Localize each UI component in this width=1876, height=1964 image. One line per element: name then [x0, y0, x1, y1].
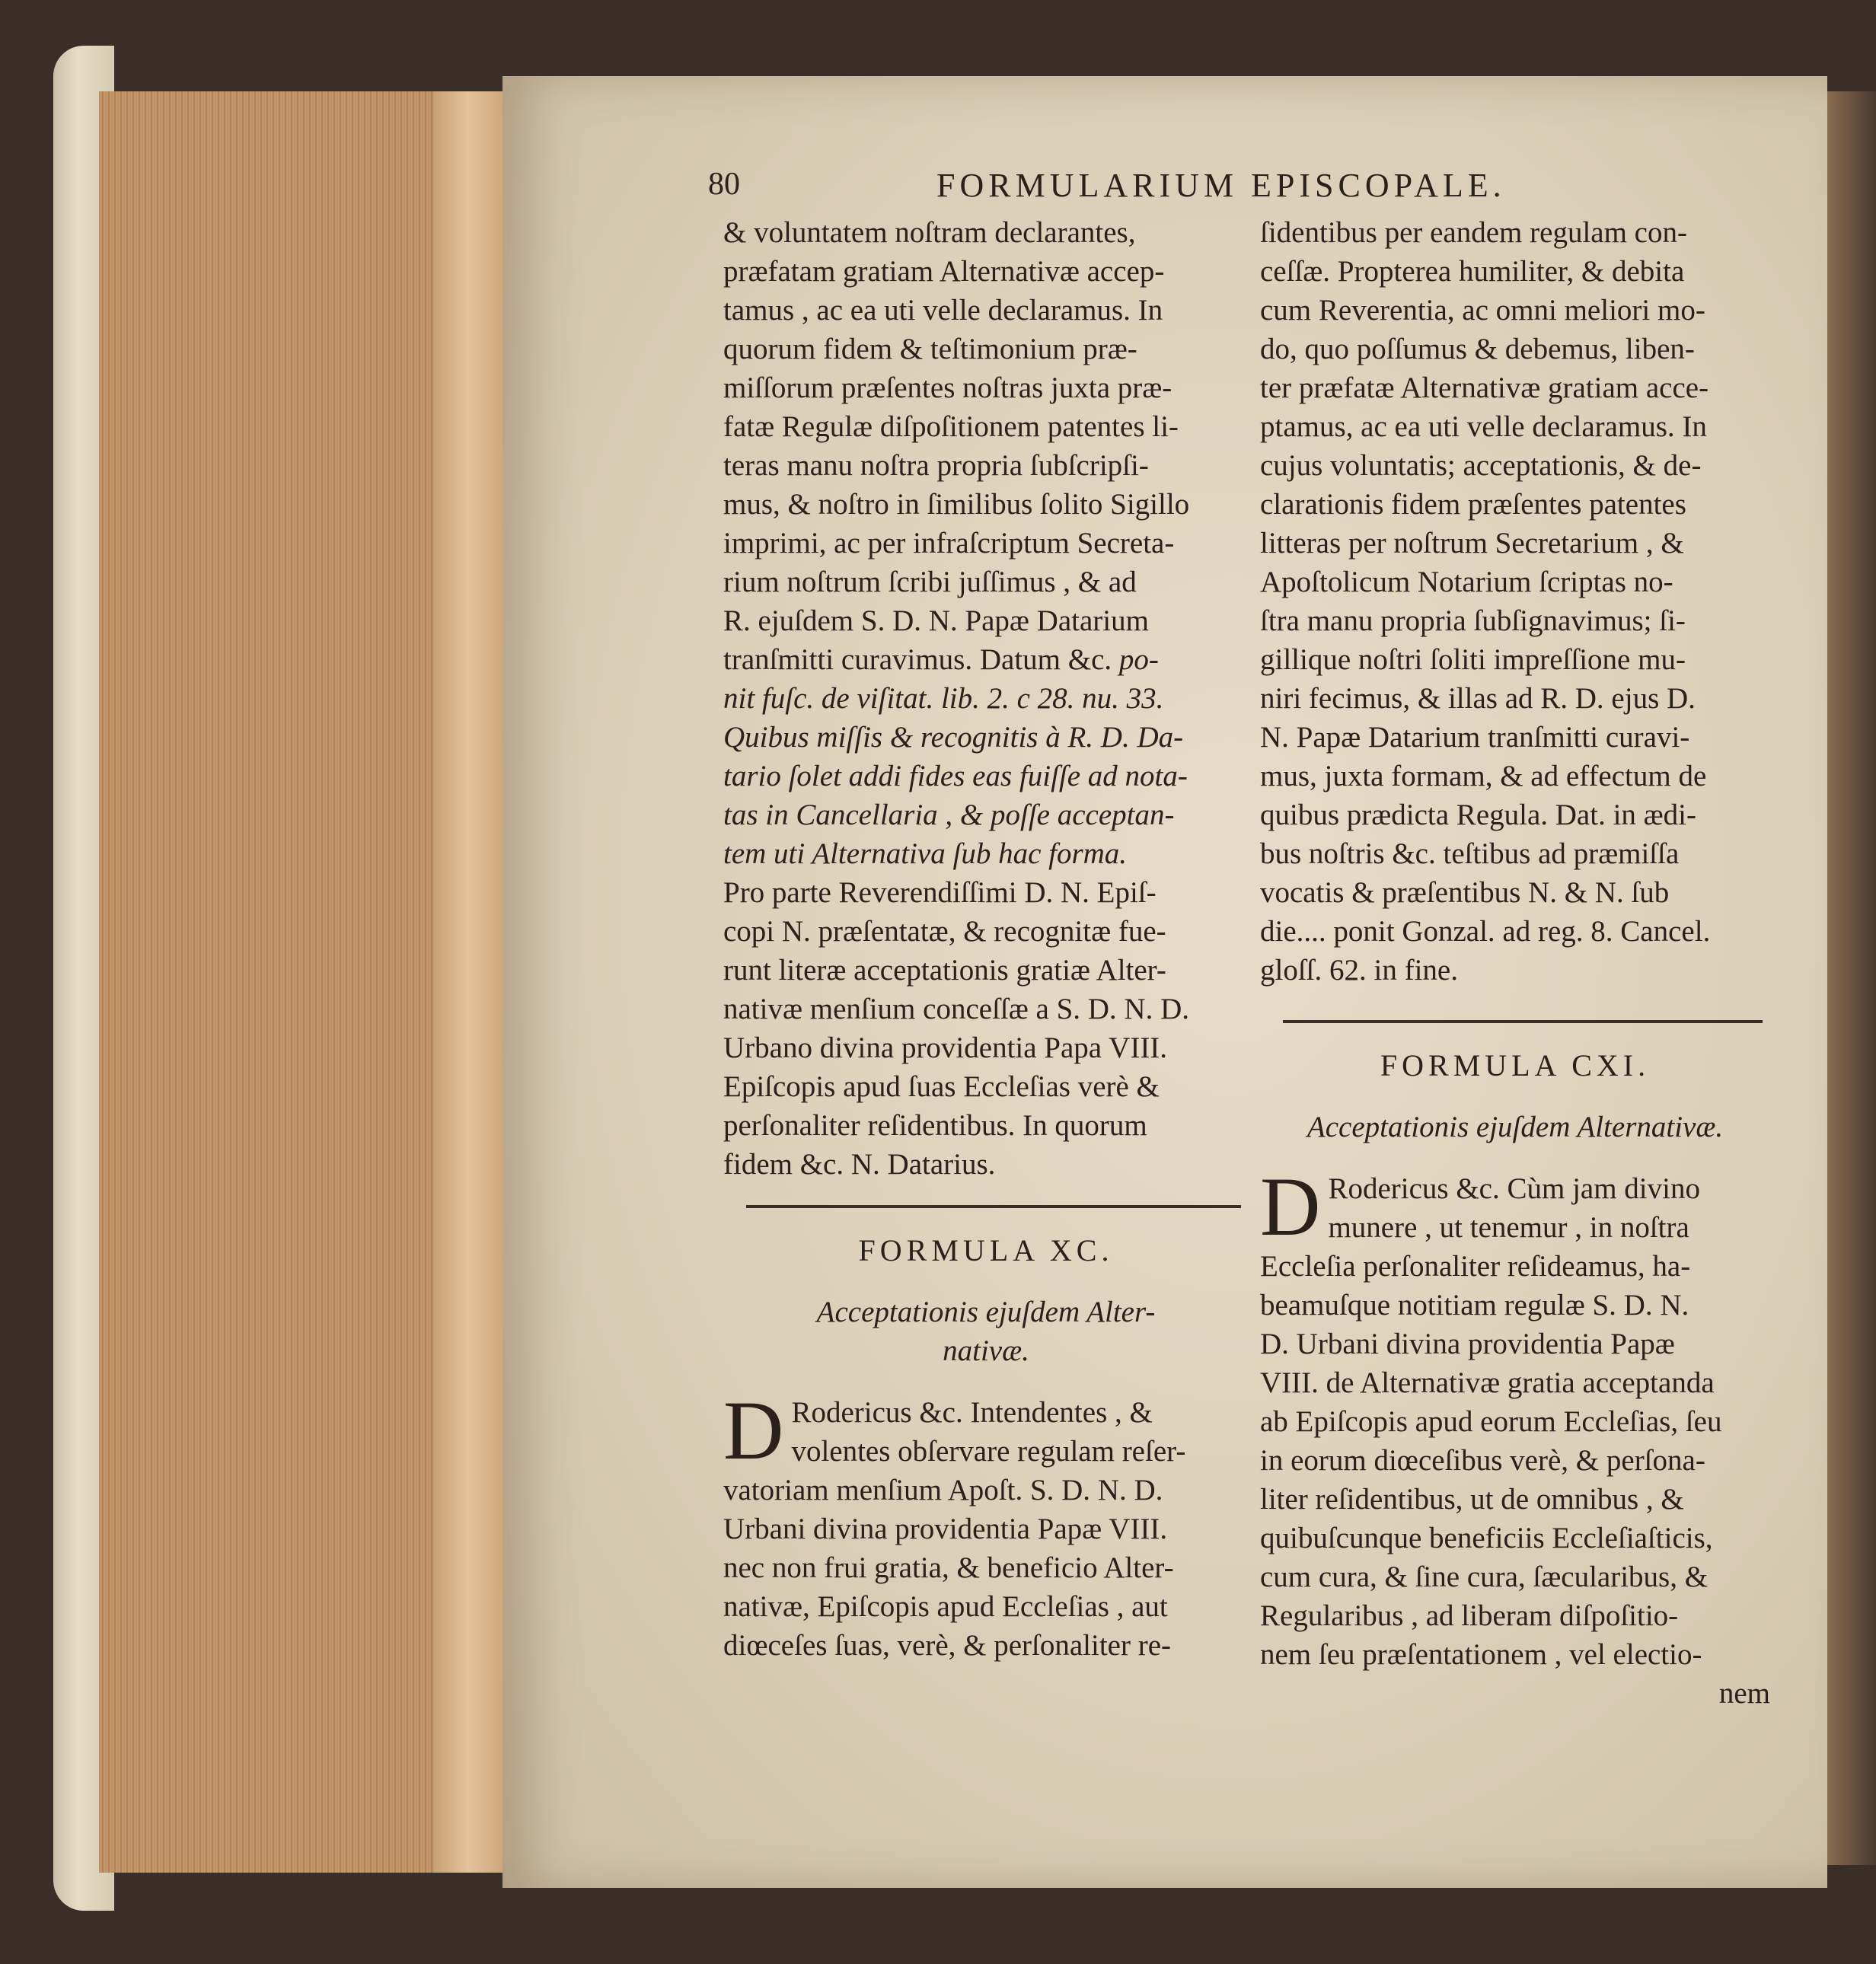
formula-subtitle: Acceptationis ejuſdem Alternativæ.	[1306, 1111, 1724, 1143]
section-divider	[746, 1205, 1241, 1208]
text-line: cum Reverentia, ac omni meliori mo-	[1260, 294, 1705, 327]
text-line: & voluntatem noſtram declarantes,	[723, 216, 1136, 249]
text-line: teras manu noſtra propria ſubſcripſi-	[723, 449, 1149, 482]
text-line: perſonaliter reſidentibus. In quorum	[723, 1109, 1147, 1142]
text-line: fidem &c. N. Datarius.	[723, 1148, 996, 1181]
text-line: Regularibus , ad liberam diſpoſitio-	[1260, 1599, 1679, 1632]
text-line: gillique noſtri ſoliti impreſſione mu-	[1260, 643, 1686, 676]
text-line: D. Urbani divina providentia Papæ	[1260, 1328, 1675, 1360]
text-line: ſtra manu propria ſubſignavimus; ſi-	[1260, 604, 1686, 637]
text-line: VIII. de Alternativæ gratia acceptanda	[1260, 1366, 1715, 1399]
text-line: tamus , ac ea uti velle declaramus. In	[723, 294, 1163, 327]
text-line-italic: tem uti Alternativa ſub hac forma.	[723, 837, 1128, 870]
text-line: N. Papæ Datarium tranſmitti curavi-	[1260, 721, 1690, 754]
text-line: quorum fidem & teſtimonium præ-	[723, 333, 1137, 365]
formula-paragraph	[1260, 1160, 1770, 1713]
text-line: in eorum diœceſibus verè, & perſona-	[1260, 1444, 1705, 1477]
page-header	[708, 166, 1584, 212]
facing-page-edge	[1827, 91, 1876, 1865]
text-line: niri fecimus, & illas ad R. D. ejus D.	[1260, 682, 1696, 715]
text-line: nativæ menſium conceſſæ a S. D. N. D.	[723, 993, 1190, 1025]
text-line-italic: tario ſolet addi fides eas fuiſſe ad nota-	[723, 760, 1188, 792]
text-line: die.... ponit Gonzal. ad reg. 8. Cancel.	[1260, 915, 1711, 948]
formula-subtitle: Acceptationis ejuſdem Alter-	[816, 1296, 1156, 1328]
text-segment: tranſmitti curavimus. Datum &c.	[723, 643, 1112, 676]
text-line: clarationis fidem præſentes patentes	[1260, 488, 1686, 521]
text-line: do, quo poſſumus & debemus, liben-	[1260, 333, 1695, 365]
text-line: vocatis & præſentibus N. & N. ſub	[1260, 876, 1670, 909]
page-stack-edge	[99, 91, 502, 1873]
formula-subtitle: nativæ.	[943, 1334, 1029, 1367]
drop-cap: D	[1260, 1160, 1321, 1253]
text-line: beamuſque notitiam regulæ S. D. N.	[1260, 1289, 1689, 1322]
text-line	[723, 640, 1249, 679]
text-line: Eccleſia perſonaliter reſideamus, ha-	[1260, 1250, 1691, 1283]
text-line: Pro parte Reverendiſſimi D. N. Epiſ-	[723, 876, 1157, 909]
text-line: bus noſtris &c. teſtibus ad præmiſſa	[1260, 837, 1680, 870]
text-line-italic: tas in Cancellaria , & poſſe acceptan-	[723, 799, 1175, 831]
text-line: R. ejuſdem S. D. N. Papæ Datarium	[723, 604, 1149, 637]
text-line: volentes obſervare regulam reſer-	[791, 1435, 1186, 1468]
running-head: FORMULARIUM EPISCOPALE.	[936, 167, 1506, 204]
text-segment-italic: po-	[1118, 643, 1159, 676]
text-line: munere , ut tenemur , in noſtra	[1328, 1211, 1689, 1244]
text-line: nem ſeu præſentationem , vel electio-	[1260, 1638, 1702, 1671]
text-line: ter præfatæ Alternativæ gratiam acce-	[1260, 371, 1709, 404]
text-line: runt literæ acceptationis gratiæ Alter-	[723, 954, 1166, 987]
left-column	[723, 213, 1249, 1665]
text-line: Urbani divina providentia Papæ VIII.	[723, 1513, 1168, 1545]
text-line: nec non frui gratia, & beneficio Alter-	[723, 1551, 1174, 1584]
text-line: ptamus, ac ea uti velle declaramus. In	[1260, 410, 1707, 443]
text-line: miſſorum præſentes noſtras juxta præ-	[723, 371, 1172, 404]
text-line: copi N. præſentatæ, & recognitæ fue-	[723, 915, 1166, 948]
text-line: liter reſidentibus, ut de omnibus , &	[1260, 1483, 1684, 1516]
text-line: mus, & noſtro in ſimilibus ſolito Sigillo	[723, 488, 1190, 521]
text-line: vatoriam menſium Apoſt. S. D. N. D.	[723, 1474, 1163, 1506]
text-line: nem	[1718, 1677, 1770, 1710]
text-line: ceſſæ. Propterea humiliter, & debita	[1260, 255, 1685, 288]
formula-title: FORMULA CXI.	[1380, 1048, 1651, 1082]
text-line: cujus voluntatis; acceptationis, & de-	[1260, 449, 1702, 482]
text-line: imprimi, ac per infraſcriptum Secreta-	[723, 527, 1175, 560]
text-line: Urbano divina providentia Papa VIII.	[723, 1031, 1168, 1064]
text-line: gloſſ. 62. in fine.	[1260, 954, 1458, 987]
text-line: Epiſcopis apud ſuas Eccleſias verè &	[723, 1070, 1160, 1103]
formula-paragraph	[723, 1384, 1249, 1665]
formula-title: FORMULA XC.	[858, 1233, 1114, 1267]
text-line-italic: Quibus miſſis & recognitis à R. D. Da-	[723, 721, 1184, 754]
text-line: nativæ, Epiſcopis apud Eccleſias , aut	[723, 1590, 1168, 1623]
text-line: præfatam gratiam Alternativæ accep-	[723, 255, 1165, 288]
text-line: rium noſtrum ſcribi juſſimus , & ad	[723, 566, 1137, 598]
drop-cap: D	[723, 1384, 784, 1477]
section-divider	[1283, 1020, 1763, 1023]
text-line: fatæ Regulæ diſpoſitionem patentes li-	[723, 410, 1179, 443]
text-line: mus, juxta formam, & ad effectum de	[1260, 760, 1707, 792]
right-column	[1260, 213, 1770, 1713]
text-line: Apoſtolicum Notarium ſcriptas no-	[1260, 566, 1673, 598]
text-line: ab Epiſcopis apud eorum Eccleſias, ſeu	[1260, 1405, 1722, 1438]
text-line: ſidentibus per eandem regulam con-	[1260, 216, 1687, 249]
text-line: quibuſcunque beneficiis Eccleſiaſticis,	[1260, 1522, 1713, 1554]
text-line: litteras per noſtrum Secretarium , &	[1260, 527, 1684, 560]
text-line: diœceſes ſuas, verè, & perſonaliter re-	[723, 1629, 1171, 1662]
text-line: Rodericus &c. Intendentes , &	[791, 1396, 1153, 1429]
text-line: quibus prædicta Regula. Dat. in ædi-	[1260, 799, 1697, 831]
text-line: Rodericus &c. Cùm jam divino	[1328, 1172, 1700, 1205]
text-line: cum cura, & ſine cura, ſæcularibus, &	[1260, 1561, 1708, 1593]
text-line-italic: nit fuſc. de viſitat. lib. 2. c 28. nu. 33.	[723, 682, 1164, 715]
page-number: 80	[708, 167, 740, 202]
